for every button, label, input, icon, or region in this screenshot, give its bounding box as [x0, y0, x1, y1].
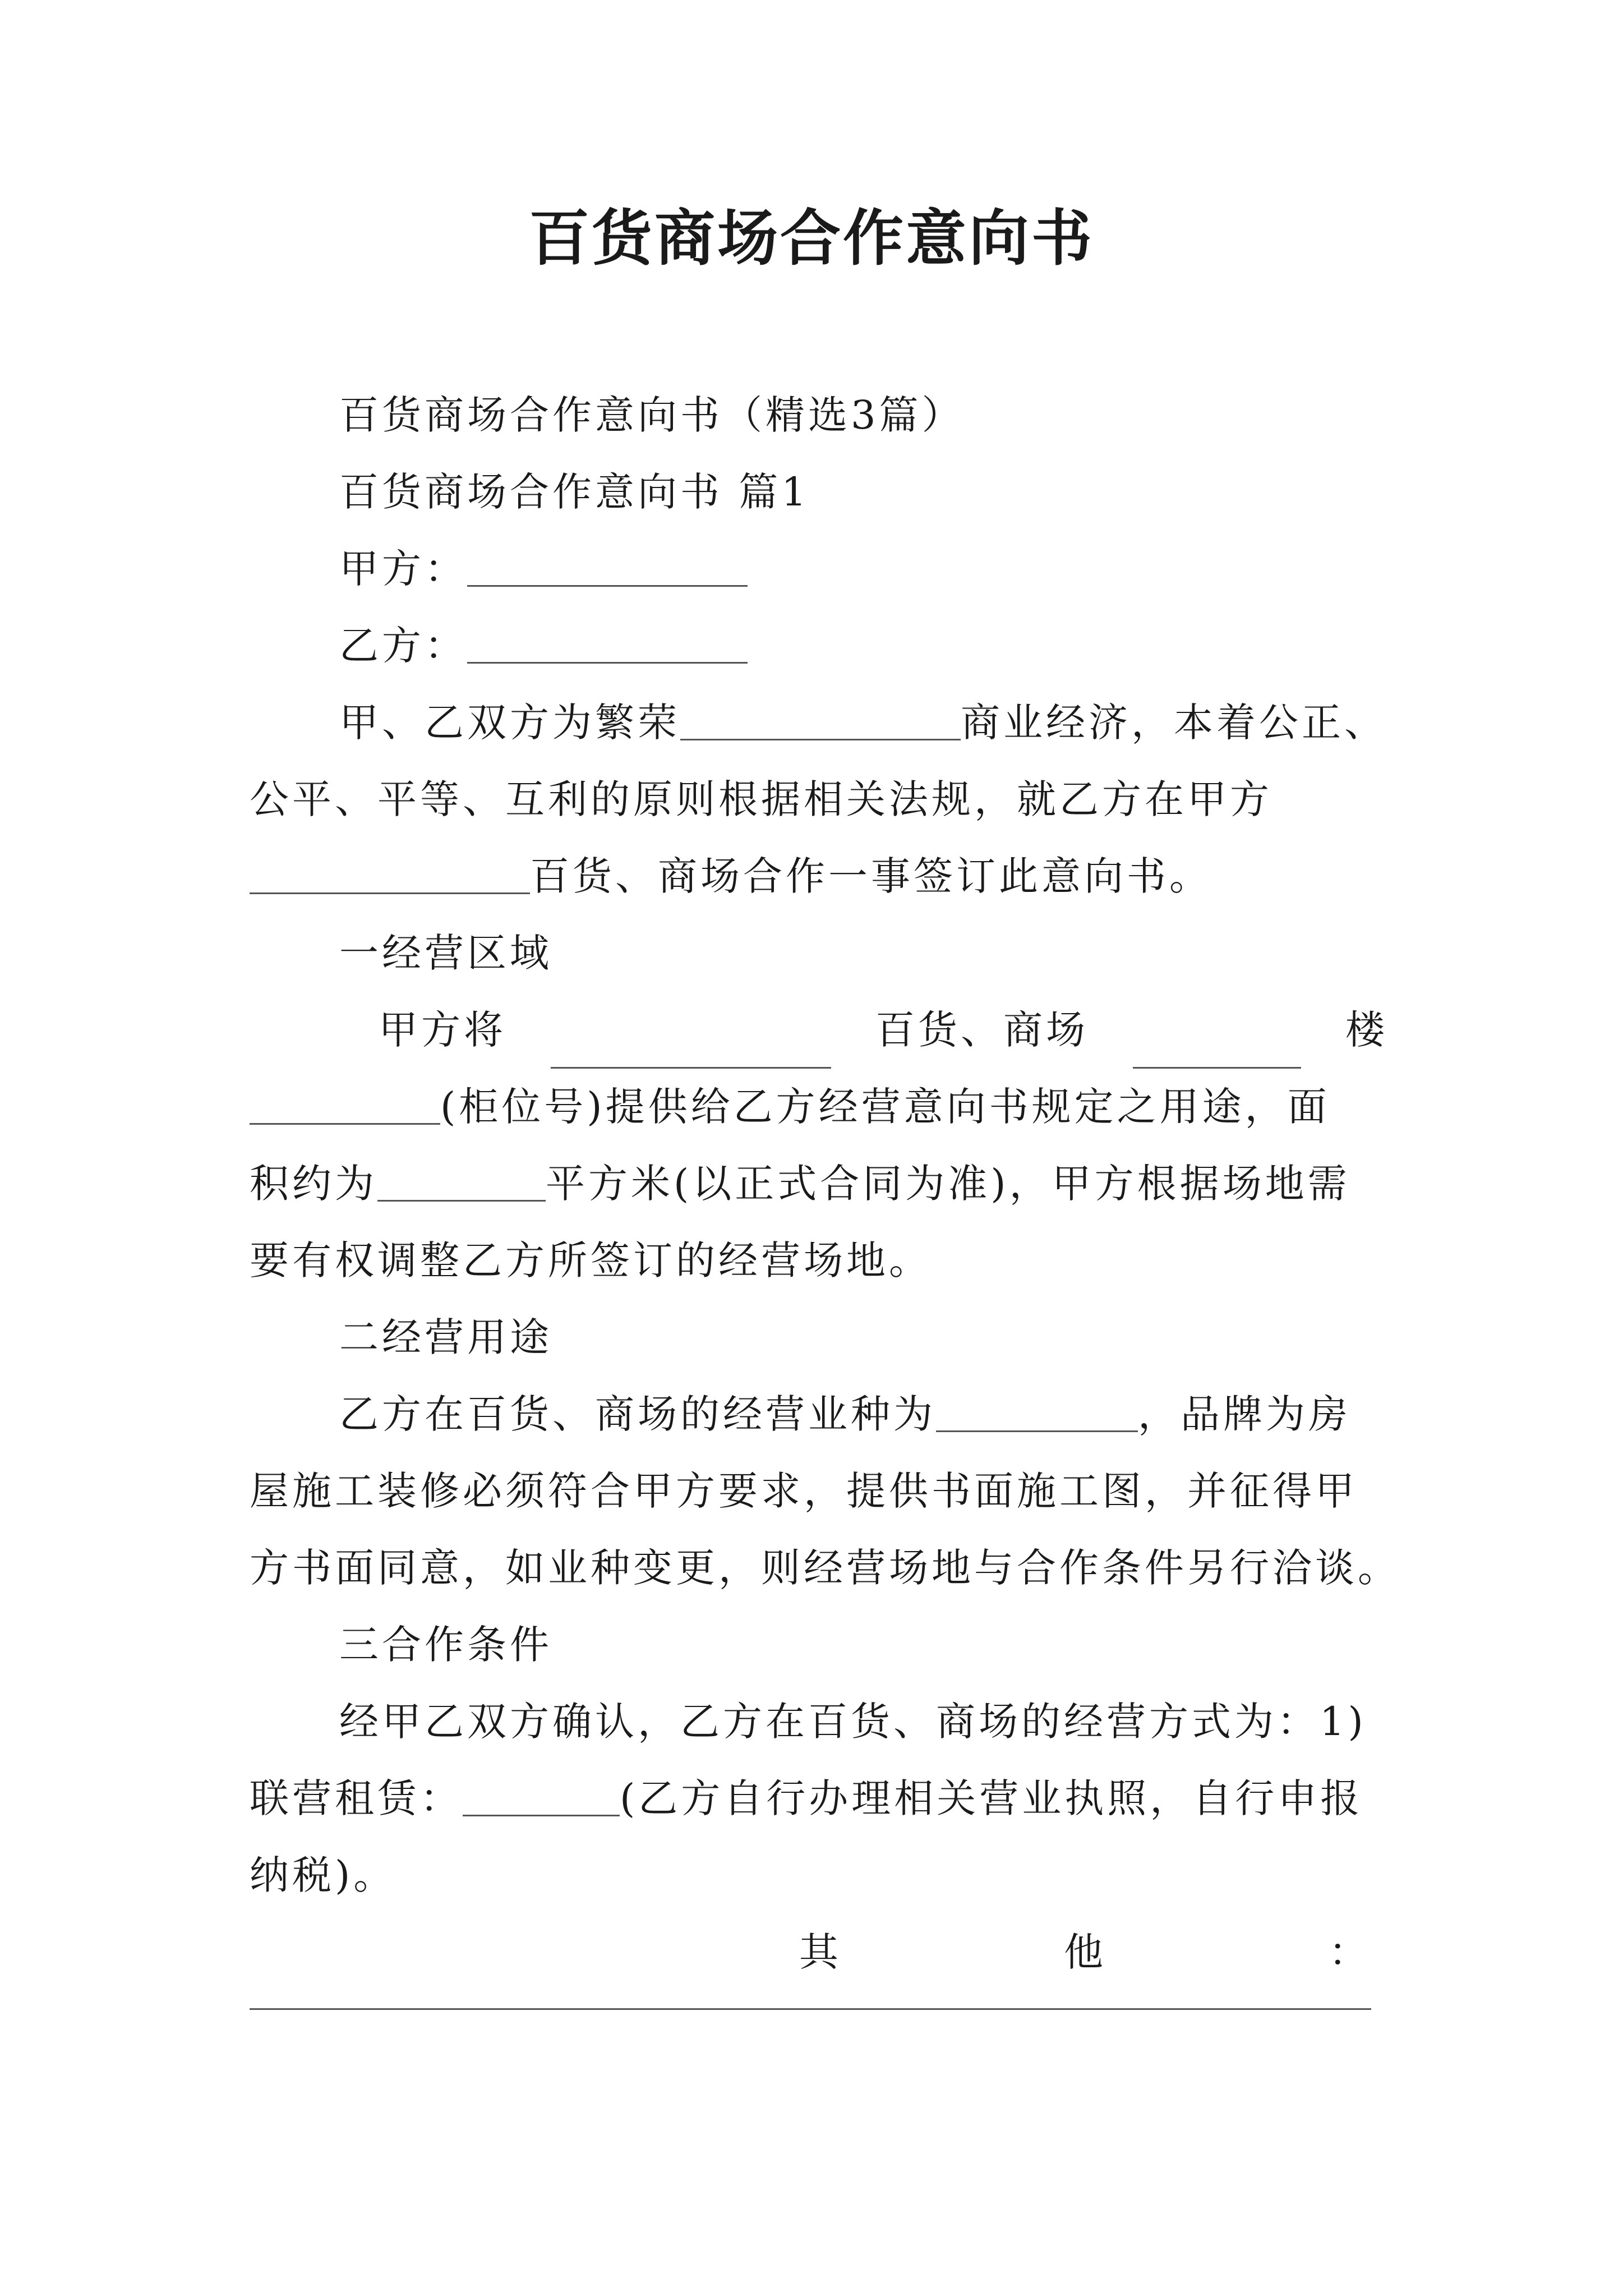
sec3-heading: 三合作条件	[339, 1622, 552, 1668]
fill-blank	[463, 1781, 620, 1816]
sec1-heading: 一经营区域	[339, 930, 552, 976]
sec3-text: 联营租赁：	[250, 1775, 463, 1821]
sec2-line-1	[250, 1376, 1388, 1453]
fill-blank	[250, 859, 530, 894]
fill-blank	[936, 1397, 1138, 1432]
sec2-line-2: 屋施工装修必须符合甲方要求，提供书面施工图，并征得甲	[250, 1468, 1358, 1514]
sec1-line-3	[250, 1145, 1388, 1222]
subtitle: 百货商场合作意向书（精选3篇）	[339, 392, 965, 438]
intro-text: 甲、乙双方为繁荣	[339, 700, 680, 746]
sec3-text: (乙方自行办理相关营业执照，自行申报	[620, 1775, 1363, 1821]
sec1-text: 积约为	[250, 1161, 377, 1207]
sec3-line-2	[250, 1760, 1388, 1837]
party-a-line	[250, 531, 1388, 608]
document-body	[250, 377, 1400, 2010]
party-b-line	[250, 608, 1388, 684]
fill-blank	[250, 1089, 440, 1125]
intro-text: 百货、商场合作一事签订此意向书。	[530, 853, 1212, 899]
sec2-heading: 二经营用途	[339, 1314, 552, 1360]
sec2-line-3: 方书面同意，如业种变更，则经营场地与合作条件另行洽谈。	[250, 1545, 1400, 1591]
intro-text: 商业经济，本着公正、	[961, 700, 1387, 746]
sec2-text: 乙方在百货、商场的经营业种为	[339, 1391, 936, 1437]
fill-blank	[551, 1033, 831, 1069]
other-text: ：	[1329, 1929, 1371, 1975]
other-line	[250, 1914, 1388, 1991]
party-a-blank	[467, 551, 748, 587]
sec1-line-2	[250, 1069, 1388, 1145]
sec3-line-3: 纳税)。	[250, 1852, 396, 1898]
party-b-label: 乙方：	[339, 623, 467, 669]
intro-line-2: 公平、平等、互利的原则根据相关法规，就乙方在甲方	[250, 776, 1272, 822]
sec1-text: 甲方将	[379, 1007, 506, 1053]
intro-line-3	[250, 838, 1388, 915]
sec3-line-1: 经甲乙双方确认，乙方在百货、商场的经营方式为：1)	[339, 1699, 1367, 1745]
sec1-text: 楼	[1345, 1007, 1388, 1053]
other-text: 他	[1064, 1929, 1106, 1975]
party-a-label: 甲方：	[339, 546, 467, 592]
fill-blank	[377, 1166, 546, 1202]
other-text: 其	[799, 1929, 842, 1975]
party-b-blank	[467, 628, 748, 664]
fill-blank	[1133, 1033, 1301, 1069]
sec2-text: ，品牌为房	[1138, 1391, 1351, 1437]
sec1-line-4: 要有权调整乙方所签订的经营场地。	[250, 1237, 932, 1283]
intro-line-1	[250, 684, 1388, 761]
sec1-text: (柜位号)提供给乙方经营意向书规定之用途，面	[440, 1084, 1330, 1130]
section-heading: 百货商场合作意向书 篇1	[339, 469, 810, 515]
sec1-text: 平方米(以正式合同为准)，甲方根据场地需	[546, 1161, 1350, 1207]
document-title: 百货商场合作意向书	[528, 203, 1094, 274]
sec1-text: 百货、商场	[875, 1007, 1089, 1053]
other-blank-line	[250, 2008, 1371, 2010]
fill-blank	[680, 705, 961, 740]
sec1-line-1	[250, 992, 1388, 1069]
